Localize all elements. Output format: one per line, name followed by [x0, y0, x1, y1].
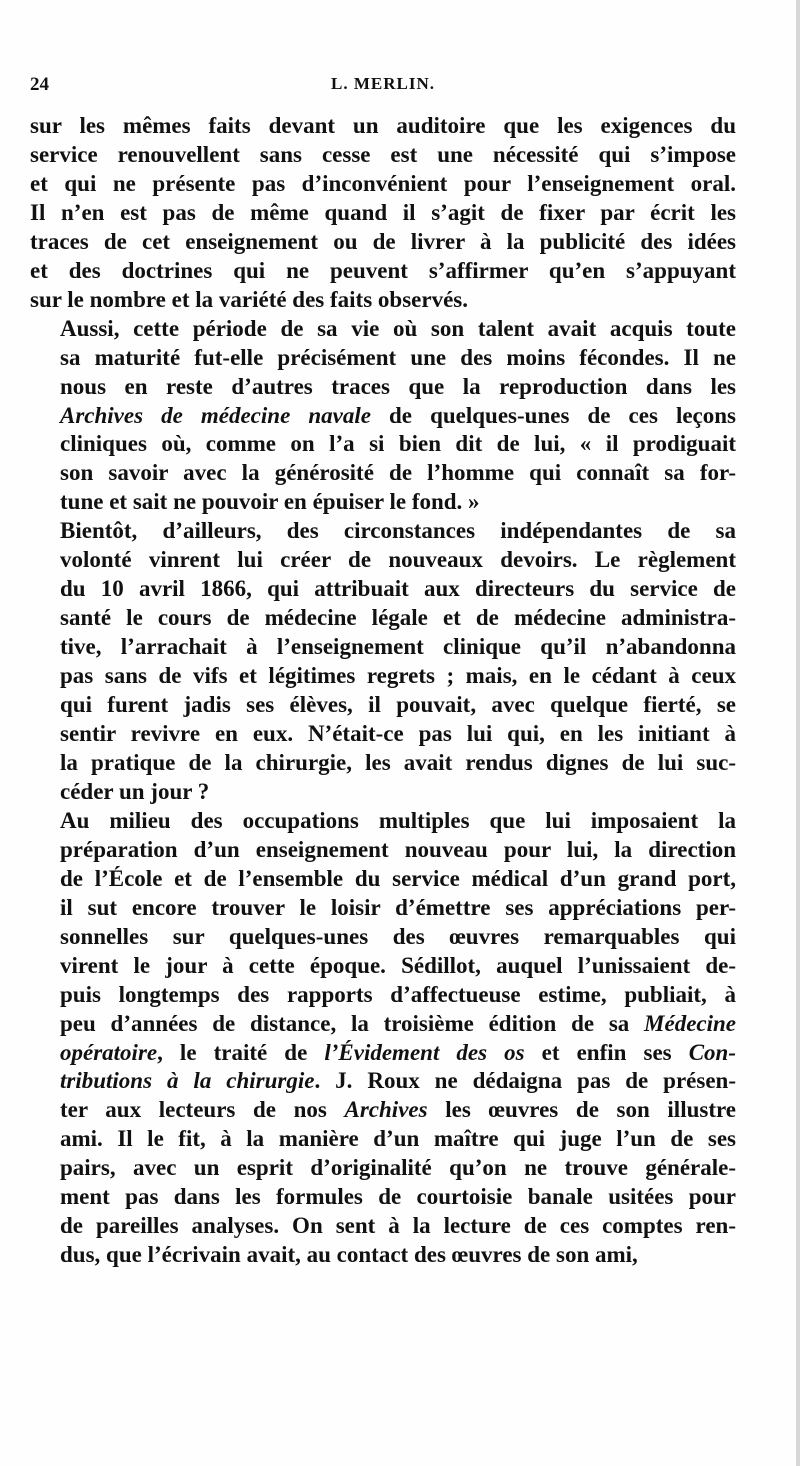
text-run: céder un jour ?	[60, 778, 210, 804]
text-line	[30, 257, 736, 286]
text-line	[30, 778, 736, 807]
text-run: ami. Il le fit, à la manière d’un maître qui juge l’un de ses	[60, 1126, 736, 1152]
paragraph	[30, 112, 736, 315]
text-line	[30, 981, 736, 1010]
italic-text: Médecine	[644, 1010, 736, 1036]
text-line	[30, 923, 736, 952]
italic-text: Archives	[344, 1097, 428, 1123]
text-run: Bientôt, d’ailleurs, des circonstances indépendantes de sa	[60, 518, 736, 544]
paragraph	[30, 517, 736, 807]
page-number: 24	[30, 74, 49, 95]
text-run: . J. Roux ne dédaigna pas de présen-	[314, 1068, 736, 1094]
paragraph	[30, 315, 736, 518]
text-line	[30, 546, 736, 575]
running-head: L. MERLIN.	[331, 74, 435, 93]
text-run: cliniques où, comme on l’a si bien dit de lui, « il prodiguait	[60, 431, 736, 457]
paragraph	[30, 807, 736, 1270]
text-line	[30, 373, 736, 402]
text-line	[30, 199, 736, 228]
text-run: et qui ne présente pas d’inconvénient pour l’enseignement oral.	[30, 170, 736, 196]
text-run: de pareilles analyses. On sent à la lecture de ces comptes ren-	[60, 1213, 736, 1239]
text-line	[30, 865, 736, 894]
text-line	[30, 430, 736, 459]
text-line	[30, 749, 736, 778]
text-run: du 10 avril 1866, qui attribuait aux directeurs du service de	[60, 576, 736, 602]
text-line	[30, 1125, 736, 1154]
text-line	[30, 807, 736, 836]
italic-text: l’Évidement des os	[324, 1039, 525, 1065]
text-line	[30, 1212, 736, 1241]
text-run: ment pas dans les formules de courtoisie banale usitées pour	[60, 1184, 736, 1210]
text-line	[30, 952, 736, 981]
text-line	[30, 459, 736, 488]
text-run: sa maturité fut-elle précisément une des moins fécondes. Il ne	[60, 344, 736, 370]
text-run: pas sans de vifs et légitimes regrets ; mais, en le cédant à ceux	[60, 663, 736, 689]
text-line	[30, 112, 736, 141]
text-line	[30, 1039, 736, 1068]
text-line	[30, 1067, 736, 1096]
text-run: Aussi, cette période de sa vie où son talent avait acquis toute	[60, 315, 736, 341]
text-run: , le traité de	[157, 1039, 325, 1065]
italic-text: tributions à la chirurgie	[60, 1068, 315, 1094]
text-line	[30, 402, 736, 431]
text-line	[30, 575, 736, 604]
body-text	[30, 112, 736, 1270]
text-line	[30, 836, 736, 865]
text-run: virent le jour à cette époque. Sédillot, auquel l’unissaient de-	[60, 952, 736, 978]
text-run: pairs, avec un esprit d’originalité qu’on ne trouve générale-	[60, 1155, 736, 1181]
text-line	[30, 604, 736, 633]
text-line	[30, 662, 736, 691]
text-run: de l’École et de l’ensemble du service médical d’un grand port,	[60, 865, 736, 891]
text-run: la pratique de la chirurgie, les avait rendus dignes de lui suc-	[60, 749, 736, 775]
text-line	[30, 170, 736, 199]
text-run: volonté vinrent lui créer de nouveaux devoirs. Le règlement	[60, 547, 736, 573]
text-run: tune et sait ne pouvoir en épuiser le fond. »	[60, 489, 480, 515]
text-line	[30, 720, 736, 749]
text-run: peu d’années de distance, la troisième édition de sa	[60, 1010, 645, 1036]
text-line	[30, 286, 736, 315]
text-run: dus, que l’écrivain avait, au contact des œuvres de son ami,	[60, 1242, 638, 1268]
text-line	[30, 517, 736, 546]
page-header	[30, 74, 736, 104]
text-run: sur le nombre et la variété des faits observés.	[30, 286, 468, 312]
text-run: santé le cours de médecine légale et de médecine administra-	[60, 605, 736, 631]
text-line	[30, 691, 736, 720]
text-line	[30, 141, 736, 170]
text-line	[30, 315, 736, 344]
text-line	[30, 1241, 736, 1270]
text-run: préparation d’un enseignement nouveau pour lui, la direction	[60, 836, 736, 862]
page-edge	[796, 0, 800, 1466]
italic-text: Archives de médecine navale	[60, 402, 371, 428]
text-line	[30, 344, 736, 373]
text-run: sentir revivre en eux. N’était-ce pas lui qui, en les initiant à	[60, 721, 736, 747]
text-line	[30, 1154, 736, 1183]
text-run: les œuvres de son illustre	[427, 1097, 736, 1123]
text-run: de quelques-unes de ces leçons	[370, 402, 736, 428]
text-line	[30, 488, 736, 517]
text-run: nous en reste d’autres traces que la reproduction dans les	[60, 373, 736, 399]
text-run: traces de cet enseignement ou de livrer à la publicité des idées	[30, 228, 736, 254]
text-run: qui furent jadis ses élèves, il pouvait, avec quelque fierté, se	[60, 692, 736, 718]
text-run: ter aux lecteurs de nos	[60, 1097, 345, 1123]
italic-text: opératoire	[60, 1039, 158, 1065]
text-run: son savoir avec la générosité de l’homme qui connaît sa for-	[60, 460, 736, 486]
text-run: puis longtemps des rapports d’affectueuse estime, publiait, à	[60, 981, 736, 1007]
text-line	[30, 894, 736, 923]
text-run: il sut encore trouver le loisir d’émettre ses appréciations per-	[60, 894, 736, 920]
text-line	[30, 633, 736, 662]
text-run: et des doctrines qui ne peuvent s’affirmer qu’en s’appuyant	[30, 257, 736, 283]
text-line	[30, 228, 736, 257]
text-run: tive, l’arrachait à l’enseignement clinique qu’il n’abandonna	[60, 634, 736, 660]
text-run: service renouvellent sans cesse est une nécessité qui s’impose	[30, 141, 736, 167]
text-run: et enfin ses	[524, 1039, 689, 1065]
text-line	[30, 1183, 736, 1212]
text-run: sur les mêmes faits devant un auditoire que les exigences du	[30, 113, 736, 138]
text-line	[30, 1010, 736, 1039]
text-line	[30, 1096, 736, 1125]
italic-text: Con-	[688, 1039, 736, 1065]
text-run: sonnelles sur quelques-unes des œuvres remarquables qui	[60, 923, 736, 949]
text-run: Il n’en est pas de même quand il s’agit de fixer par écrit les	[30, 199, 736, 225]
text-run: Au milieu des occupations multiples que lui imposaient la	[60, 807, 736, 833]
